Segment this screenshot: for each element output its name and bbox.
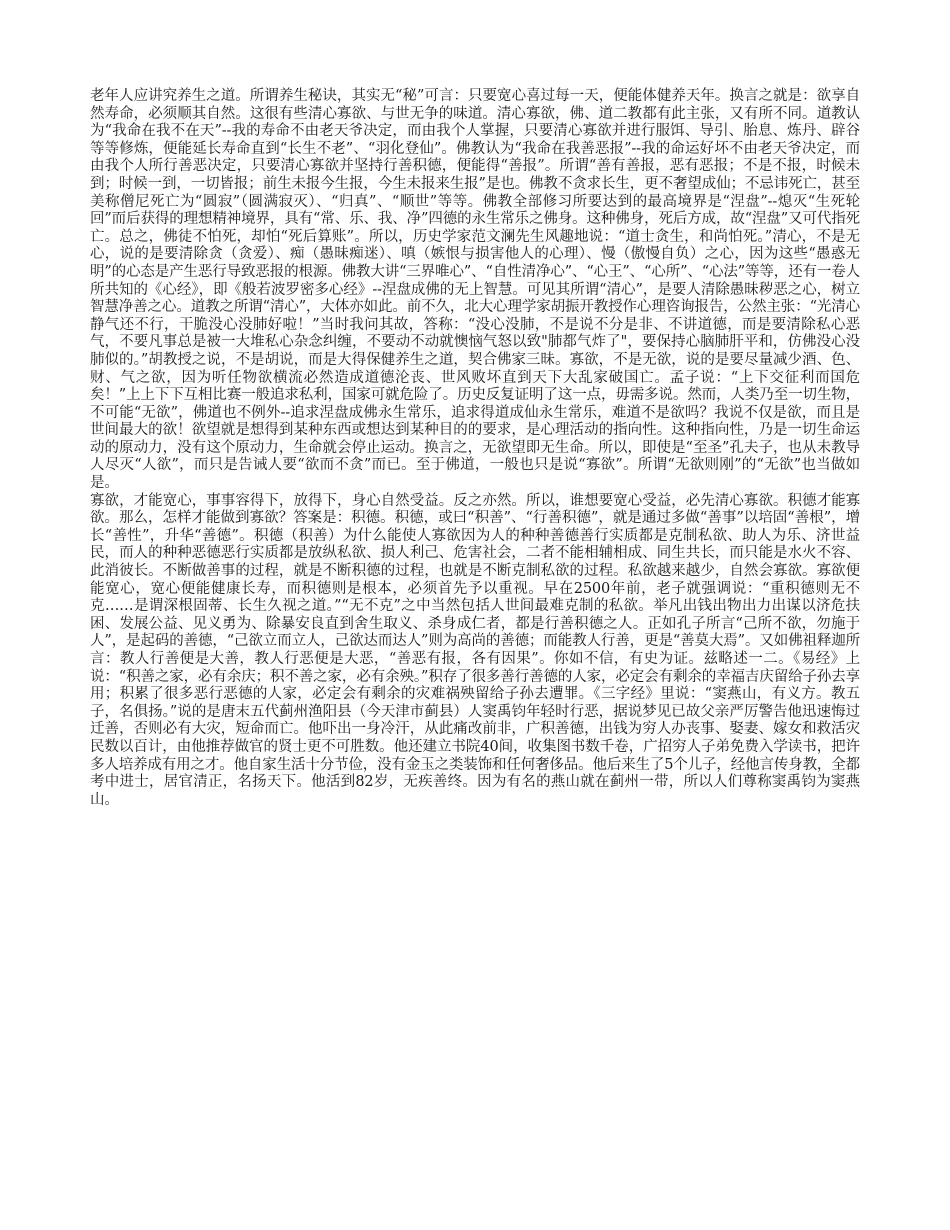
document-body [90, 88, 860, 809]
paragraph-2: 寡欲，才能宽心，事事容得下，放得下，身心自然受益。反之亦然。所以，谁想要宽心受益，必先清心寡欲。积德才能寡欲。那么，怎样才能做到寡欲？答案是：积德。积德，或曰“积善”、“行善积德”，就是通过多做“善事”以培固“善根”，增长“善性”，升华“善德”。积德（积善）为什么能使人寡欲因为人的种种善德善行实质都是克制私欲、助人为乐、济世益民，而人的种种恶德恶行实质都是放纵私欲、损人利己、危害社会，二者不能相辅相成、同生共长，而只能是水火不容、此消彼长。不断做善事的过程，就是不断积德的过程，也就是不断克制私欲的过程。私欲越来越少，自然会寡欲。寡欲便能宽心，宽心便能健康长寿，而积德则是根本，必须首先予以重视。早在2500年前，老子就强调说：“重积德则无不克……是谓深根固蒂、长生久视之道。”“无不克”之中当然包括人世间最难克制的私欲。举凡出钱出物出力出谋以济危扶困、发展公益、见义勇为、除暴安良直到舍生取义、杀身成仁者，都是行善积德之人。正如孔子所言“己所不欲，勿施于人”，是起码的善德，“己欲立而立人，己欲达而达人”则为高尚的善德；而能教人行善，更是“善莫大焉”。又如佛祖释迦所言：教人行善便是大善，教人行恶便是大恶，“善恶有报，各有因果”。你如不信，有史为证。兹略述一二。《易经》上说：“积善之家，必有余庆；积不善之家，必有余殃。”积存了很多善行善德的人家，必定会有剩余的幸福吉庆留给子孙去享用；积累了很多恶行恶德的人家，必定会有剩余的灾难祸殃留给子孙去遭罪。《三字经》里说：“窦燕山，有义方。教五子，名俱扬。”说的是唐末五代蓟州渔阳县（今天津市蓟县）人窦禹钧年轻时行恶，据说梦见已故父亲严厉警告他迅速悔过迁善，否则必有大灾，短命而亡。他吓出一身冷汗，从此痛改前非，广积善德，出钱为穷人办丧事、娶妻、嫁女和救活灾民数以百计，由他推荐做官的贤士更不可胜数。他还建立书院40间，收集图书数千卷，广招穷人子弟免费入学读书，把许多人培养成有用之才。他自家生活十分节俭，没有金玉之类装饰和任何奢侈品。他后来生了5个儿子，经他言传身教，全都考中进士，居官清正，名扬天下。他活到82岁，无疾善终。因为有名的燕山就在蓟州一带，所以人们尊称窦禹钧为窦燕山。 [90, 492, 860, 808]
paragraph-1: 老年人应讲究养生之道。所谓养生秘诀，其实无“秘”可言：只要宽心喜过每一天，便能体健养天年。换言之就是：欲享自然寿命，必须顺其自然。这很有些清心寡欲、与世无争的味道。清心寡欲，佛、道二教都有此主张，又有所不同。道教认为“我命在我不在天”--我的寿命不由老天爷决定，而由我个人掌握，只要清心寡欲并进行服饵、导引、胎息、炼丹、辟谷等等修炼，便能延长寿命直到“长生不老”、“羽化登仙”。佛教认为“我命在我善恶报”--我的命运好坏不由老天爷决定，而由我个人所行善恶决定，只要清心寡欲并坚持行善积德，便能得“善报”。所谓“善有善报，恶有恶报；不是不报，时候未到；时候一到，一切皆报；前生未报今生报，今生未报来生报”是也。佛教不贪求长生，更不奢望成仙；不忌讳死亡，甚至美称僧尼死亡为“圆寂”（圆满寂灭）、“归真”、“顺世”等等。佛教全部修习所要达到的最高境界是“涅盘”--熄灭“生死轮回”而后获得的理想精神境界，具有“常、乐、我、净”四德的永生常乐之佛身。这种佛身，死后方成，故“涅盘”又可代指死亡。总之，佛徒不怕死，却怕“死后算账”。所以，历史学家范文澜先生风趣地说：“道士贪生，和尚怕死。”清心，不是无心，说的是要清除贪（贪爱）、痴（愚昧痴迷）、嗔（嫉恨与损害他人的心理）、慢（傲慢自负）之心，因为这些“愚惑无明”的心态是产生恶行导致恶报的根源。佛教大讲“三界唯心”、“自性清净心”、“心王”、“心所”、“心法”等等，还有一卷人所共知的《心经》，即《般若波罗密多心经》--涅盘成佛的无上智慧。可见其所谓“清心”，是要人清除愚昧秽恶之心，树立智慧净善之心。道教之所谓“清心”，大体亦如此。前不久，北大心理学家胡振开教授作心理咨询报告，公然主张：“光清心静气还不行，干脆没心没肺好啦！”当时我问其故，答称：“没心没肺，不是说不分是非、不讲道德，而是要清除私心恶气，不要凡事总是被一大堆私心杂念纠缠，不要动不动就懊恼气怒以致"肺都气炸了"，要保持心脑肺肝平和，仿佛没心没肺似的。”胡教授之说，不是胡说，而是大得保健养生之道，契合佛家三昧。寡欲，不是无欲，说的是要尽量减少酒、色、财、气之欲，因为听任物欲横流必然造成道德沦丧、世风败坏直到天下大乱家破国亡。孟子说：“上下交征利而国危矣！”上上下下互相比赛一般追求私利，国家可就危险了。历史反复证明了这一点，毋需多说。然而，人类乃至一切生物，不可能“无欲”，佛道也不例外--追求涅盘成佛永生常乐，追求得道成仙永生常乐，难道不是欲吗？我说不仅是欲，而且是世间最大的欲！欲望就是想得到某种东西或想达到某种目的的要求，是心理活动的指向性。这种指向性，乃是一切生命运动的原动力，没有这个原动力，生命就会停止运动。换言之，无欲望即无生命。所以，即使是“至圣”孔夫子，也从未教导人尽灭“人欲”，而只是告诫人要“欲而不贪”而已。至于佛道，一般也只是说“寡欲”。所谓“无欲则刚”的“无欲”也当做如是。 [90, 88, 860, 492]
